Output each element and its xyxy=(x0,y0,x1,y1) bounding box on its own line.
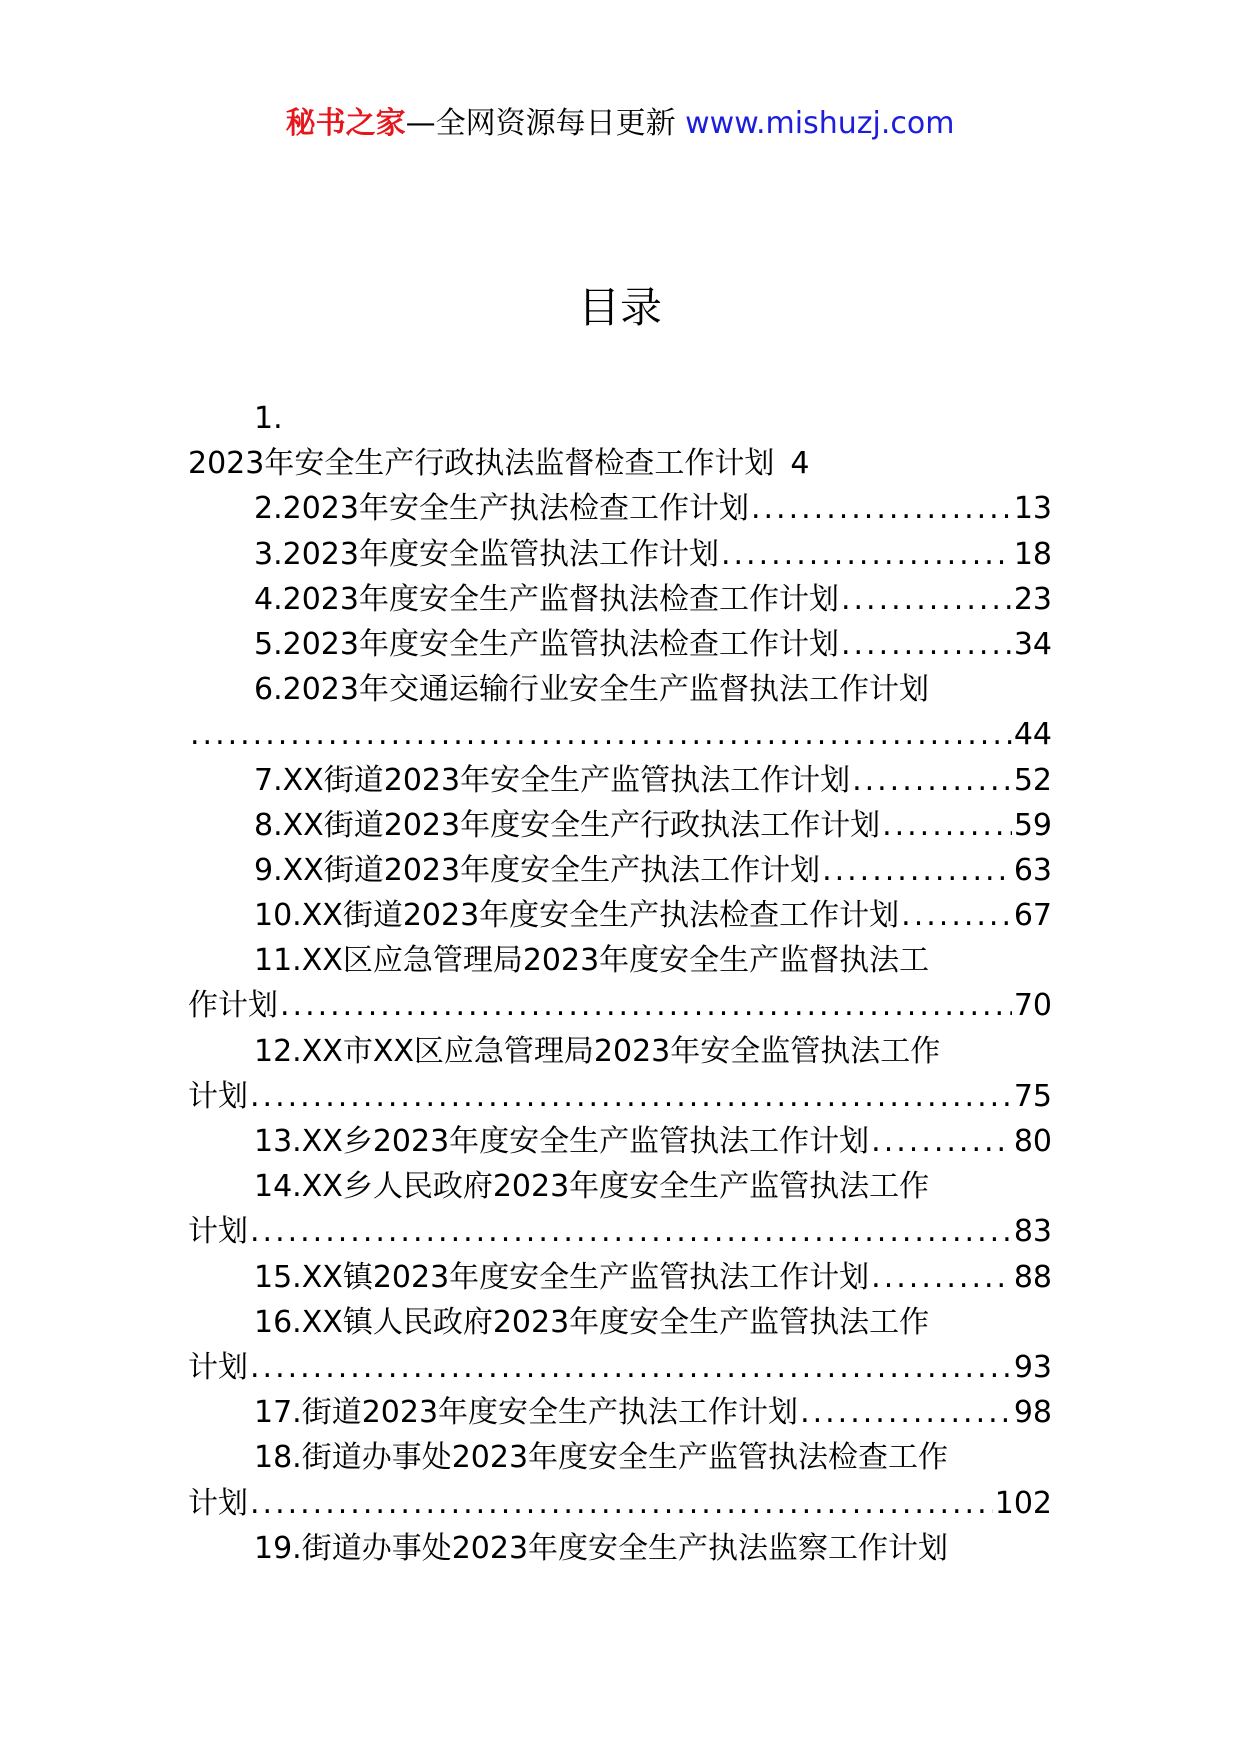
toc-entry-14[interactable] xyxy=(188,1164,1052,1209)
toc-entry-page: 70 xyxy=(1013,988,1052,1024)
toc-entry-16[interactable] xyxy=(188,1300,1052,1345)
toc-entry-3[interactable] xyxy=(188,532,1052,577)
toc-entry-title: 14.XX乡人民政府2023年度安全生产监管执法工作 xyxy=(254,1169,930,1205)
toc-entry-page: 4 xyxy=(790,446,810,482)
toc-entry-page: 63 xyxy=(1013,852,1052,888)
toc-entry-title-cont: 计划 xyxy=(188,1349,248,1385)
page-title: 目录 xyxy=(577,283,662,332)
toc-entry-6[interactable] xyxy=(188,667,1052,712)
toc-entry-page: 88 xyxy=(1013,1259,1052,1295)
toc-entry-13[interactable] xyxy=(188,1119,1052,1164)
toc-entry-title: 4.2023年度安全生产监督执法检查工作计划 xyxy=(254,581,839,617)
toc-entry-page: 18 xyxy=(1013,536,1052,572)
toc-entry-18-cont[interactable] xyxy=(188,1481,1052,1526)
toc-entry-title: 17.街道2023年度安全生产执法工作计划 xyxy=(254,1395,799,1431)
toc-entry-title: 13.XX乡2023年度安全生产监管执法工作计划 xyxy=(254,1124,870,1159)
toc-entry-title-cont: 计划 xyxy=(188,1485,248,1521)
toc-entry-2[interactable] xyxy=(188,486,1052,531)
toc-entry-page: 67 xyxy=(1013,898,1052,934)
toc-entry-title: 8.XX街道2023年度安全生产行政执法工作计划 xyxy=(254,807,881,843)
toc-entry-page: 98 xyxy=(1013,1395,1052,1431)
toc-entry-title: 15.XX镇2023年度安全生产监管执法工作计划 xyxy=(254,1259,870,1295)
toc-entry-title: 12.XX市XX区应急管理局2023年安全监管执法工作 xyxy=(254,1033,941,1069)
toc-entry-12-cont[interactable] xyxy=(188,1074,1052,1119)
toc-entry-11[interactable] xyxy=(188,938,1052,983)
site-brand: 秘书之家 xyxy=(285,106,406,141)
toc-entry-8[interactable] xyxy=(188,803,1052,848)
toc-entry-1[interactable] xyxy=(188,441,1052,486)
toc-entry-4[interactable] xyxy=(188,577,1052,622)
toc-entry-14-cont[interactable] xyxy=(188,1209,1052,1254)
toc-entry-title: 3.2023年度安全监管执法工作计划 xyxy=(254,536,719,572)
toc-entry-title: 7.XX街道2023年安全生产监管执法工作计划 xyxy=(254,762,851,798)
toc-entry-title: 6.2023年交通运输行业安全生产监督执法工作计划 xyxy=(254,672,929,708)
toc-entry-page: 23 xyxy=(1013,581,1052,617)
toc-entry-title: 18.街道办事处2023年度安全生产监管执法检查工作 xyxy=(254,1440,949,1476)
toc-entry-11-cont[interactable] xyxy=(188,983,1052,1028)
toc-entry-page: 44 xyxy=(1013,717,1052,753)
toc-entry-19[interactable] xyxy=(188,1526,1052,1571)
toc-entry-title: 2.2023年安全生产执法检查工作计划 xyxy=(254,491,749,527)
toc-entry-page: 52 xyxy=(1013,762,1052,798)
toc-entry-title: 19.街道办事处2023年度安全生产执法监察工作计划 xyxy=(254,1530,949,1566)
toc-entry-title: 11.XX区应急管理局2023年度安全生产监督执法工 xyxy=(254,943,930,979)
toc-entry-17[interactable] xyxy=(188,1390,1052,1435)
toc-entry-7[interactable] xyxy=(188,758,1052,803)
site-slogan: —全网资源每日更新 xyxy=(405,106,676,141)
toc-entry-1-number[interactable]: 1. xyxy=(254,401,283,436)
toc-entry-page: 93 xyxy=(1013,1349,1052,1385)
toc-entry-page: 75 xyxy=(1013,1078,1052,1114)
toc-entry-page: 83 xyxy=(1013,1214,1052,1250)
toc-entry-title: 10.XX街道2023年度安全生产执法检查工作计划 xyxy=(254,898,900,934)
toc-entry-15[interactable] xyxy=(188,1255,1052,1300)
toc-entry-title: 16.XX镇人民政府2023年度安全生产监管执法工作 xyxy=(254,1304,930,1340)
toc-entry-12[interactable] xyxy=(188,1029,1052,1074)
toc-entry-page: 34 xyxy=(1013,626,1052,662)
toc-entry-title: 5.2023年度安全生产监管执法检查工作计划 xyxy=(254,626,839,662)
toc-entry-6-leader[interactable] xyxy=(188,712,1052,757)
toc-entry-9[interactable] xyxy=(188,848,1052,893)
toc-entry-5[interactable] xyxy=(188,622,1052,667)
site-url-link[interactable]: www.mishuzj.com xyxy=(685,106,955,141)
toc-entry-title-cont: 作计划 xyxy=(188,988,278,1024)
toc-entry-page: 13 xyxy=(1013,491,1052,527)
toc-entry-page: 80 xyxy=(1013,1124,1052,1159)
toc-entry-16-cont[interactable] xyxy=(188,1345,1052,1390)
toc-entry-title: 9.XX街道2023年度安全生产执法工作计划 xyxy=(254,852,821,888)
table-of-contents xyxy=(188,396,1052,1571)
toc-entry-title-cont: 计划 xyxy=(188,1214,248,1250)
toc-entry-page: 59 xyxy=(1013,807,1052,843)
site-header xyxy=(0,104,1240,144)
toc-entry-page: 102 xyxy=(994,1485,1052,1521)
toc-entry-18[interactable] xyxy=(188,1435,1052,1480)
toc-entry-title-cont: 计划 xyxy=(188,1078,248,1114)
toc-entry-title: 2023年安全生产行政执法监督检查工作计划 xyxy=(188,446,775,482)
toc-entry-10[interactable] xyxy=(188,893,1052,938)
